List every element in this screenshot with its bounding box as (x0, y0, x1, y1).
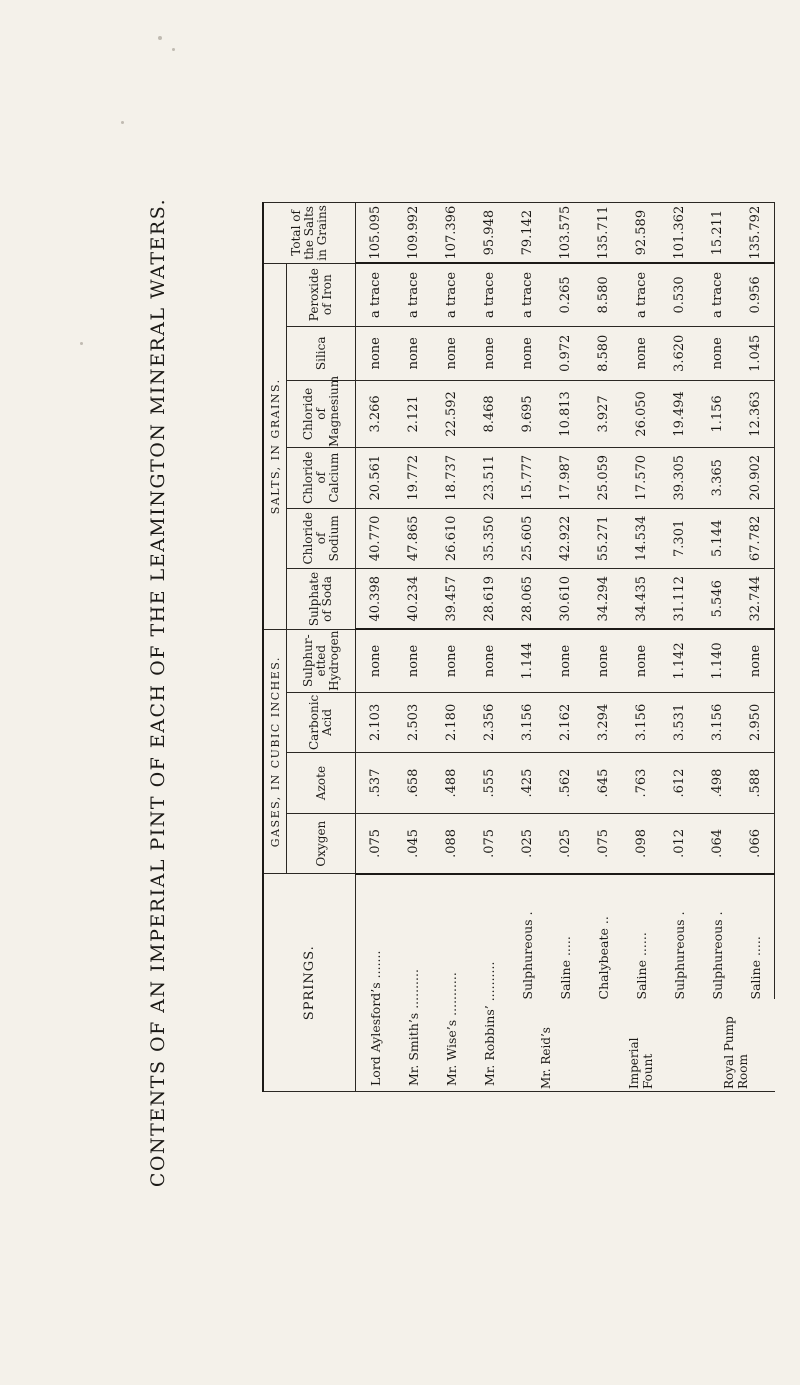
table-cell: .025 (546, 813, 584, 874)
table-cell: 55.271 (584, 508, 622, 569)
table-row (356, 203, 395, 1092)
table-cell: 28.619 (470, 569, 508, 630)
spring-variant: Chalybeate .. (584, 874, 622, 1000)
table-cell: 39.457 (432, 569, 470, 630)
table-cell: .562 (546, 753, 584, 814)
table-cell: 39.305 (660, 447, 698, 508)
table-cell: 0.972 (546, 326, 584, 380)
table-cell: .064 (698, 813, 736, 874)
table-cell: .066 (736, 813, 775, 874)
table-cell: none (622, 326, 660, 380)
spring-group-name: Imperial Fount (584, 999, 698, 1091)
table-cell: 1.144 (508, 629, 546, 692)
table-cell: 17.570 (622, 447, 660, 508)
table-cell: 28.065 (508, 569, 546, 630)
spring-name: Mr. Wise’s ........... (432, 874, 470, 1092)
table-cell: 1.142 (660, 629, 698, 692)
table-cell: 67.782 (736, 508, 775, 569)
spring-name: Mr. Robbins’ .......... (470, 874, 508, 1092)
table-cell: 8.580 (584, 263, 622, 326)
table-cell: 109.992 (394, 203, 432, 264)
azote-header: Azote (287, 753, 356, 814)
table-cell: 3.294 (584, 692, 622, 753)
table-cell: .088 (432, 813, 470, 874)
table-row (546, 203, 584, 1092)
table-cell: 9.695 (508, 380, 546, 447)
table-cell: 135.711 (584, 203, 622, 264)
table-cell: none (508, 326, 546, 380)
table-row (660, 203, 698, 1092)
table-row (432, 203, 470, 1092)
page-caption: CONTENTS OF AN IMPERIAL PINT OF EACH OF THE LEAMINGTON MINERAL WATERS. (147, 197, 169, 1188)
table-cell: 2.503 (394, 692, 432, 753)
spring-group-name: Royal Pump Room (698, 999, 775, 1091)
table-cell: none (470, 629, 508, 692)
spring-variant: Sulphureous . (508, 874, 546, 1000)
table-cell: 26.050 (622, 380, 660, 447)
spring-variant: Saline ...... (622, 874, 660, 1000)
table-cell: 1.045 (736, 326, 775, 380)
table-cell: 101.362 (660, 203, 698, 264)
table-cell: 3.156 (622, 692, 660, 753)
salts-group-header: SALTS, IN GRAINS. (263, 263, 287, 629)
table-cell: 20.561 (356, 447, 395, 508)
table-cell: 2.950 (736, 692, 775, 753)
table-cell: .612 (660, 753, 698, 814)
table-cell: 19.772 (394, 447, 432, 508)
table-cell: .658 (394, 753, 432, 814)
table-cell: 42.922 (546, 508, 584, 569)
table-cell: 23.511 (470, 447, 508, 508)
table-row (508, 203, 546, 1092)
table-cell: .498 (698, 753, 736, 814)
table-body (356, 203, 775, 1092)
table-cell: 7.301 (660, 508, 698, 569)
spring-name: Mr. Smith’s .......... (394, 874, 432, 1092)
table-cell: a trace (432, 263, 470, 326)
table-cell: 22.592 (432, 380, 470, 447)
table-cell: .012 (660, 813, 698, 874)
table-row (584, 203, 622, 1092)
table-cell: 40.234 (394, 569, 432, 630)
table-cell: 8.580 (584, 326, 622, 380)
table-cell: 2.103 (356, 692, 395, 753)
table-cell: none (584, 629, 622, 692)
table-cell: 35.350 (470, 508, 508, 569)
oxygen-header: Oxygen (287, 813, 356, 874)
table-cell: 30.610 (546, 569, 584, 630)
table-cell: .075 (584, 813, 622, 874)
table-cell: a trace (622, 263, 660, 326)
table-cell: 47.865 (394, 508, 432, 569)
table-cell: .425 (508, 753, 546, 814)
table-cell: 95.948 (470, 203, 508, 264)
table-cell: 34.435 (622, 569, 660, 630)
peroxide-iron-header: Peroxide of Iron (287, 263, 356, 326)
table-cell: 17.987 (546, 447, 584, 508)
spring-name: Lord Aylesford’s ....... (356, 874, 395, 1092)
table-cell: a trace (394, 263, 432, 326)
total-header: Total of the Salts in Grains (263, 203, 356, 264)
chloride-calcium-header: Chloride of Calcium (287, 447, 356, 508)
table-cell: none (356, 629, 395, 692)
table-cell: a trace (470, 263, 508, 326)
table-cell: none (698, 326, 736, 380)
table-cell: .645 (584, 753, 622, 814)
chloride-sodium-header: Chloride of Sodium (287, 508, 356, 569)
table-cell: none (546, 629, 584, 692)
mineral-water-table-wrapper (262, 202, 774, 1092)
table-cell: 0.956 (736, 263, 775, 326)
table-cell: 5.144 (698, 508, 736, 569)
table-cell: 32.744 (736, 569, 775, 630)
table-cell: 2.180 (432, 692, 470, 753)
chloride-magnesium-header: Chloride of Magnesium (287, 380, 356, 447)
table-cell: 3.620 (660, 326, 698, 380)
table-cell: 15.777 (508, 447, 546, 508)
table-cell: 10.813 (546, 380, 584, 447)
table-cell: 40.398 (356, 569, 395, 630)
table-cell: 0.265 (546, 263, 584, 326)
table-row (698, 203, 736, 1092)
table-cell: none (394, 326, 432, 380)
table-cell: 25.605 (508, 508, 546, 569)
table-cell: 92.589 (622, 203, 660, 264)
table-cell: 103.575 (546, 203, 584, 264)
table-cell: 8.468 (470, 380, 508, 447)
table-cell: 3.927 (584, 380, 622, 447)
table-cell: 3.531 (660, 692, 698, 753)
table-cell: none (622, 629, 660, 692)
table-cell: a trace (698, 263, 736, 326)
table-cell: 31.112 (660, 569, 698, 630)
table-cell: 2.121 (394, 380, 432, 447)
spring-variant: Sulphureous . (698, 874, 736, 1000)
table-cell: 2.162 (546, 692, 584, 753)
table-cell: .763 (622, 753, 660, 814)
gases-group-header: GASES, IN CUBIC INCHES. (263, 629, 287, 874)
table-cell: none (432, 326, 470, 380)
springs-header: SPRINGS. (263, 874, 356, 1092)
table-cell: 1.140 (698, 629, 736, 692)
spring-variant: Sulphureous . (660, 874, 698, 1000)
table-cell: .588 (736, 753, 775, 814)
table-cell: .075 (356, 813, 395, 874)
table-cell: 25.059 (584, 447, 622, 508)
table-cell: 14.534 (622, 508, 660, 569)
table-cell: a trace (508, 263, 546, 326)
table-row (394, 203, 432, 1092)
silica-header: Silica (287, 326, 356, 380)
table-cell: none (432, 629, 470, 692)
table-cell: 20.902 (736, 447, 775, 508)
table-cell: 3.156 (698, 692, 736, 753)
spring-variant: Saline ..... (546, 874, 584, 1000)
table-row (622, 203, 660, 1092)
table-cell: .075 (470, 813, 508, 874)
table-cell: 107.396 (432, 203, 470, 264)
table-row (470, 203, 508, 1092)
table-cell: 19.494 (660, 380, 698, 447)
table-cell: .098 (622, 813, 660, 874)
table-cell: 34.294 (584, 569, 622, 630)
carbonic-acid-header: Carbonic Acid (287, 692, 356, 753)
table-cell: 3.156 (508, 692, 546, 753)
sulphuretted-hydrogen-header: Sulphur-etted Hydrogen (287, 629, 356, 692)
table-cell: .555 (470, 753, 508, 814)
table-cell: none (470, 326, 508, 380)
table-cell: none (356, 326, 395, 380)
table-cell: 0.530 (660, 263, 698, 326)
table-cell: 5.546 (698, 569, 736, 630)
table-cell: none (736, 629, 775, 692)
spring-variant: Saline ..... (736, 874, 775, 1000)
table-cell: .045 (394, 813, 432, 874)
table-row (736, 203, 775, 1092)
table-cell: 3.266 (356, 380, 395, 447)
table-cell: none (394, 629, 432, 692)
table-cell: 135.792 (736, 203, 775, 264)
table-cell: .537 (356, 753, 395, 814)
table-cell: 26.610 (432, 508, 470, 569)
table-cell: 15.211 (698, 203, 736, 264)
table-cell: 12.363 (736, 380, 775, 447)
table-cell: 3.365 (698, 447, 736, 508)
spring-group-name: Mr. Reid’s (508, 999, 584, 1091)
table-cell: 2.356 (470, 692, 508, 753)
sulphate-soda-header: Sulphate of Soda (287, 569, 356, 630)
table-cell: 40.770 (356, 508, 395, 569)
table-cell: 105.095 (356, 203, 395, 264)
table-cell: .488 (432, 753, 470, 814)
table-cell: 1.156 (698, 380, 736, 447)
mineral-water-table (262, 202, 775, 1092)
table-cell: a trace (356, 263, 395, 326)
table-cell: 79.142 (508, 203, 546, 264)
table-cell: .025 (508, 813, 546, 874)
table-cell: 18.737 (432, 447, 470, 508)
